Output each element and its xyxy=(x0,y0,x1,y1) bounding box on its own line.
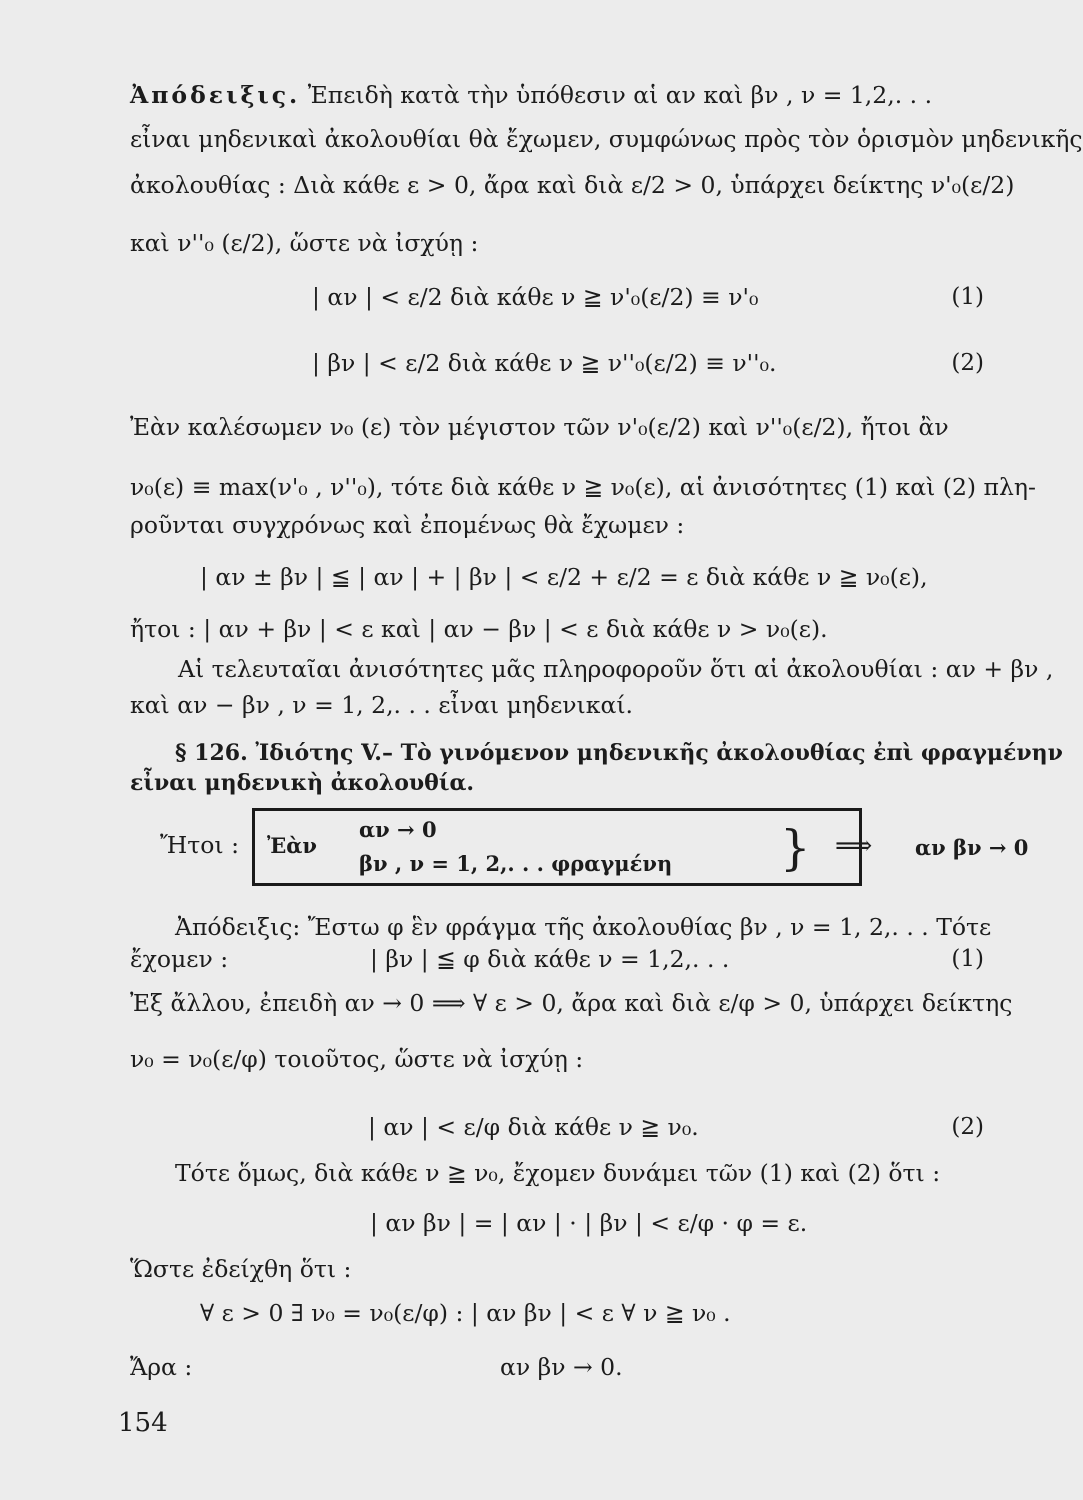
page-number: 154 xyxy=(118,1408,168,1438)
proof1-line-10: καὶ αν − βν , ν = 1, 2,. . . εἶναι μηδενικαί. xyxy=(130,691,634,719)
statement-if: Ἐὰν xyxy=(267,833,317,858)
conclusion-statement: ∀ ε > 0 ∃ ν₀ = ν₀(ε/φ) : | αν βν | < ε ∀ ν ≧ ν₀ . xyxy=(200,1299,731,1327)
proof-text: Ἐπειδὴ κατὰ τὴν ὑπόθεσιν αἱ αν καὶ βν , ν = 1,2,. . . xyxy=(307,81,933,109)
equation-number-1b: (1) xyxy=(951,946,984,972)
inequality-2-text: | βν | < ε/2 διὰ κάθε ν ≧ ν''₀(ε/2) ≡ ν''₀. xyxy=(312,349,777,377)
proof2-line-6: Ὥστε ἐδείχθη ὅτι : xyxy=(130,1255,352,1283)
inequality-1 xyxy=(312,282,992,312)
statement-result: αν βν → 0 xyxy=(915,835,1029,860)
proof1-line-4: καὶ ν''₀ (ε/2), ὥστε νὰ ἰσχύῃ : xyxy=(130,229,479,257)
proof2-line-7 xyxy=(130,1352,992,1382)
proof1-line-5: Ἐὰν καλέσωμεν ν₀ (ε) τὸν μέγιστον τῶν ν'₀(ε/2) καὶ ν''₀(ε/2), ἤτοι ἂν xyxy=(130,413,949,441)
product-inequality: | αν βν | = | αν | · | βν | < ε/φ · φ = ε. xyxy=(370,1209,808,1237)
implies-arrow: ⟹ xyxy=(835,831,873,861)
proof1-line-3: ἀκολουθίας : Διὰ κάθε ε > 0, ἄρα καὶ διὰ ε/2 > 0, ὑπάρχει δείκτης ν'₀(ε/2) xyxy=(130,171,1015,199)
proof2-line-4: ν₀ = ν₀(ε/φ) τοιοῦτος, ὥστε νὰ ἰσχύῃ : xyxy=(130,1045,584,1073)
statement-condition-2: βν , ν = 1, 2,. . . φραγμένη xyxy=(359,851,673,876)
bound-inequality: | βν | ≦ φ διὰ κάθε ν = 1,2,. . . xyxy=(370,945,730,973)
section-title: § 126. Ἰδιότης V.– Τὸ γινόμενον μηδενικῆς ἀκολουθίας ἐπὶ φραγμένην xyxy=(175,740,1063,766)
final-result: αν βν → 0. xyxy=(500,1353,623,1381)
proof2-line-2-label: ἔχομεν : xyxy=(130,945,229,973)
therefore-label: Ἄρα : xyxy=(130,1353,193,1381)
proof1-line-7: ροῦνται συγχρόνως καὶ ἐπομένως θὰ ἔχωμεν : xyxy=(130,511,685,539)
theorem-box xyxy=(252,808,1029,886)
proof1-line-2: εἶναι μηδενικαὶ ἀκολουθίαι θὰ ἔχωμεν, συμφώνως πρὸς τὸν ὁρισμὸν μηδενικῆς xyxy=(130,125,1083,153)
equation-number-2: (2) xyxy=(951,350,984,376)
inequality-2 xyxy=(312,348,992,378)
equation-number-1: (1) xyxy=(951,284,984,310)
statement-label: Ἤτοι : xyxy=(160,831,239,859)
equation-number-2b: (2) xyxy=(951,1114,984,1140)
inequality-1-text: | αν | < ε/2 διὰ κάθε ν ≧ ν'₀(ε/2) ≡ ν'₀ xyxy=(312,283,759,311)
proof2-line-1: Ἀπόδειξις: Ἔστω φ ἓν φράγμα τῆς ἀκολουθίας βν , ν = 1, 2,. . . Τότε xyxy=(175,913,992,941)
proof1-line-8: ἤτοι : | αν + βν | < ε καὶ | αν − βν | < ε διὰ κάθε ν > ν₀(ε). xyxy=(130,615,828,643)
statement-condition-1: αν → 0 xyxy=(359,817,437,842)
proof1-line-6: ν₀(ε) ≡ max(ν'₀ , ν''₀), τότε διὰ κάθε ν ≧ ν₀(ε), αἱ ἀνισότητες (1) καὶ (2) πλη- xyxy=(130,473,1036,501)
proof2-line-2 xyxy=(130,944,992,974)
proof-heading: Ἀπόδειξις. xyxy=(130,81,301,109)
proof1-line-1 xyxy=(130,80,992,110)
inequality-4 xyxy=(368,1112,992,1142)
section-title-continued: εἶναι μηδενικὴ ἀκολουθία. xyxy=(130,770,475,796)
inequality-3: | αν ± βν | ≦ | αν | + | βν | < ε/2 + ε/2 = ε διὰ κάθε ν ≧ ν₀(ε), xyxy=(200,563,928,591)
proof1-line-9: Αἱ τελευταῖαι ἀνισότητες μᾶς πληροφοροῦν ὅτι αἱ ἀκολουθίαι : αν + βν , xyxy=(178,655,1054,683)
proof2-line-5: Τότε ὅμως, διὰ κάθε ν ≧ ν₀, ἔχομεν δυνάμει τῶν (1) καὶ (2) ὅτι : xyxy=(175,1159,941,1187)
inequality-4-text: | αν | < ε/φ διὰ κάθε ν ≧ ν₀. xyxy=(368,1113,699,1141)
proof2-line-3: Ἐξ ἄλλου, ἐπειδὴ αν → 0 ⟹ ∀ ε > 0, ἄρα καὶ διὰ ε/φ > 0, ὑπάρχει δείκτης xyxy=(130,989,1013,1017)
right-brace: } xyxy=(780,820,811,876)
